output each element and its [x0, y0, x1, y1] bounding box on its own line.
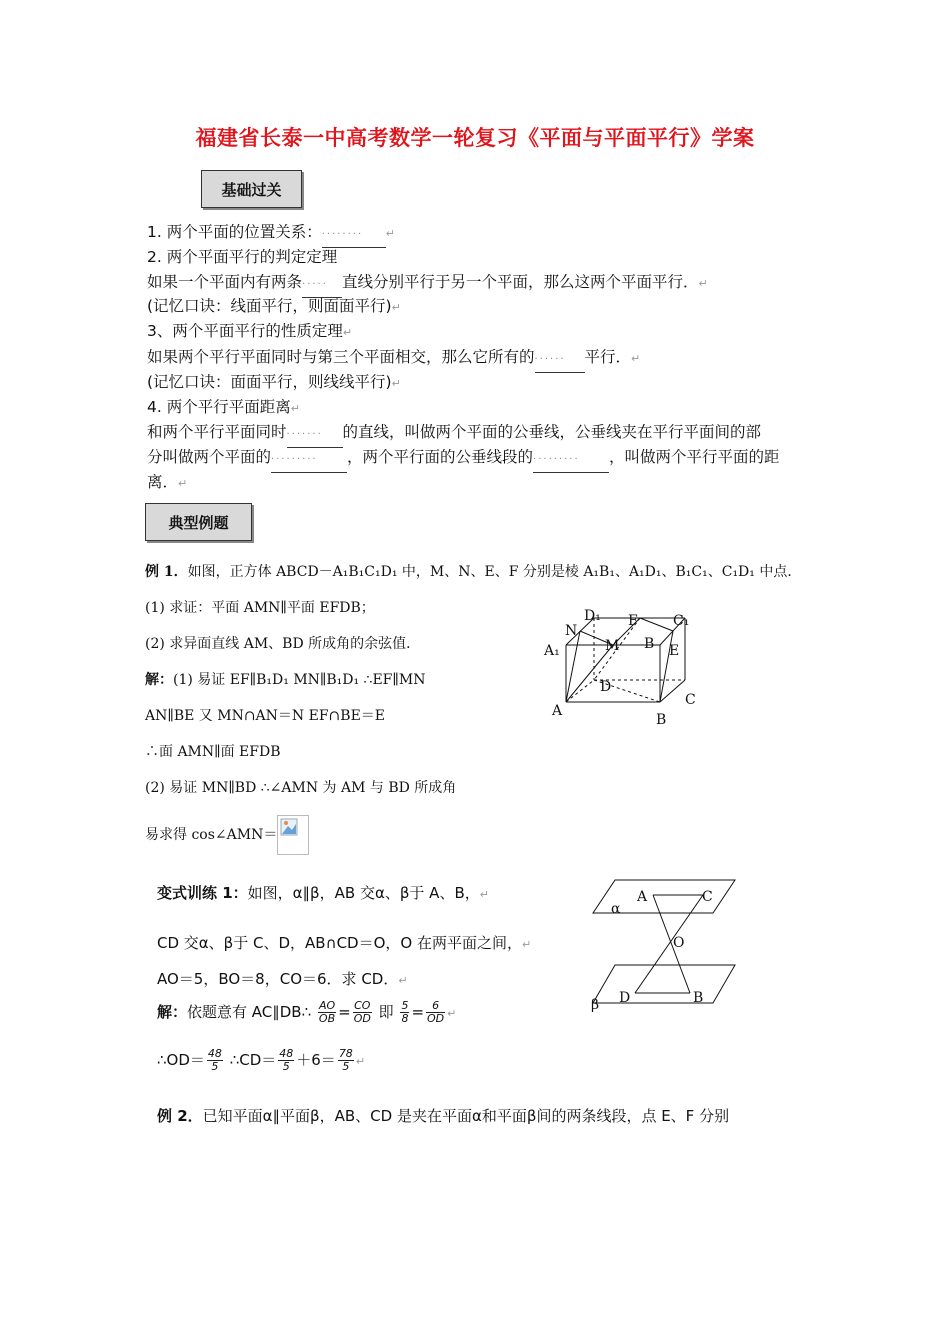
planes-label-C: C: [702, 889, 713, 905]
example-1-sol1: 解：(1) 易证 EF∥B₁D₁ MN∥B₁D₁ ∴EF∥MN: [145, 672, 426, 688]
section-examples-text: 典型例题: [168, 513, 229, 532]
blank-3: ······: [535, 347, 585, 373]
example-2: 例 2．已知平面α∥平面β，AB、CD 是夹在平面α和平面β间的两条线段，点 E、F 分别: [157, 1107, 730, 1125]
cube-label-B: B: [656, 712, 667, 728]
basics-item-4-line-1: 和两个平行平面同时······· 的直线，叫做两个平面的公垂线，公垂线夹在平行平面间的部: [147, 420, 761, 448]
cube-label-F: F: [628, 613, 638, 629]
broken-image-icon: [278, 816, 308, 854]
variant-1-line-1: 变式训练 1：如图，α∥β，AB 交α、β于 A、B，↵: [157, 884, 489, 902]
basics-item-3-memo: (记忆口诀：面面平行，则线线平行)↵: [147, 373, 401, 391]
fraction-co-od: $\frac{CO}{OD}$: [353, 999, 371, 1025]
example-1-stem: 例 1．如图，正方体 ABCD－A₁B₁C₁D₁ 中，M、N、E、F 分别是棱 A₁B₁、A₁D₁、B₁C₁、C₁D₁ 中点．: [145, 564, 802, 580]
example-1-q1: (1) 求证：平面 AMN∥平面 EFDB；: [145, 600, 375, 616]
example-1-sol4: (2) 易证 MN∥BD ∴∠AMN 为 AM 与 BD 所成角: [145, 780, 457, 796]
planes-label-alpha: α: [611, 901, 621, 917]
variant-1-result: ∴OD＝ $\frac{48}{5}$ ∴CD＝ $\frac{48}{5}$ ＋6＝ $\frac{78}{5}$ ↵: [157, 1047, 366, 1073]
planes-label-D: D: [619, 990, 631, 1006]
example-1-sol3: ∴面 AMN∥面 EFDB: [145, 744, 281, 760]
blank-6: ·········: [533, 447, 609, 473]
cube-figure: [540, 605, 710, 730]
fraction-48-5-cd: $\frac{48}{5}$: [279, 1047, 294, 1073]
cube-label-C1: C₁: [673, 613, 690, 629]
example-1-sol5: 易求得 cos∠AMN＝: [145, 815, 309, 855]
blank-4: ·······: [287, 422, 343, 448]
parallel-planes-figure: [585, 875, 745, 1015]
basics-item-1: 1. 两个平面的位置关系：········ ↵: [147, 220, 395, 248]
cube-label-A1: A₁: [544, 643, 560, 659]
fraction-78-5: $\frac{78}{5}$: [338, 1047, 353, 1073]
planes-label-A: A: [637, 889, 648, 905]
cube-label-B1: B: [644, 636, 655, 652]
variant-1-solution: 解：依题意有 AC∥DB∴ $\frac{AO}{OB}$ = $\frac{CO}{OD}$ 即 $\frac{5}{8}$ = $\frac{6}{OD}$ ↵: [157, 999, 457, 1025]
fraction-5-8: $\frac{5}{8}$: [401, 999, 409, 1025]
basics-item-3-text: 如果两个平行平面同时与第三个平面相交，那么它所有的······ 平行．↵: [147, 345, 640, 373]
planes-label-beta: β: [591, 997, 600, 1013]
cube-label-D1: D₁: [584, 608, 601, 624]
blank-1: ········: [322, 222, 386, 248]
fraction-48-5-od: $\frac{48}{5}$: [207, 1047, 222, 1073]
basics-item-4: 4. 两个平行平面距离↵: [147, 398, 300, 416]
blank-5: ·········: [271, 447, 347, 473]
cube-label-M: M: [605, 638, 620, 654]
variant-1-line-3: AO＝5，BO＝8，CO＝6．求 CD．↵: [157, 970, 408, 988]
cube-label-A: A: [552, 703, 563, 719]
planes-label-O: O: [673, 935, 685, 951]
section-basics-text: 基础过关: [221, 180, 282, 199]
cube-label-C: C: [685, 692, 696, 708]
cube-label-E: E: [669, 643, 680, 659]
example-1-sol2: AN∥BE 又 MN∩AN＝N EF∩BE＝E: [145, 708, 386, 724]
planes-label-B: B: [693, 990, 704, 1006]
fraction-ao-ob: $\frac{AO}{OB}$: [318, 999, 336, 1025]
basics-item-4-line-2: 分叫做两个平面的········· ，两个平行面的公垂线段的········· ，叫做两个平行平面的距: [147, 445, 780, 473]
basics-item-4-line-3: 离．↵: [147, 473, 188, 491]
basics-item-2-text: 如果一个平面内有两条····· 直线分别平行于另一个平面，那么这两个平面平行．↵: [147, 270, 708, 298]
example-1-q2: (2) 求异面直线 AM、BD 所成角的余弦值．: [145, 636, 421, 652]
fraction-6-od: $\frac{6}{OD}$: [427, 999, 445, 1025]
basics-item-2-memo: (记忆口诀：线面平行，则面面平行)↵: [147, 297, 401, 315]
formula-image-placeholder: [277, 815, 309, 855]
cube-label-N: N: [565, 623, 578, 639]
basics-item-2: 2. 两个平面平行的判定定理: [147, 248, 338, 266]
blank-2: ·····: [302, 272, 342, 298]
basics-item-3: 3、两个平面平行的性质定理↵: [147, 322, 353, 340]
section-basics-label: [201, 170, 302, 208]
cube-label-D: D: [600, 679, 612, 695]
section-examples-label: [145, 503, 252, 541]
page-title: 福建省长泰一中高考数学一轮复习《平面与平面平行》学案: [195, 126, 755, 150]
variant-1-line-2: CD 交α、β于 C、D，AB∩CD＝O，O 在两平面之间，↵: [157, 934, 532, 952]
